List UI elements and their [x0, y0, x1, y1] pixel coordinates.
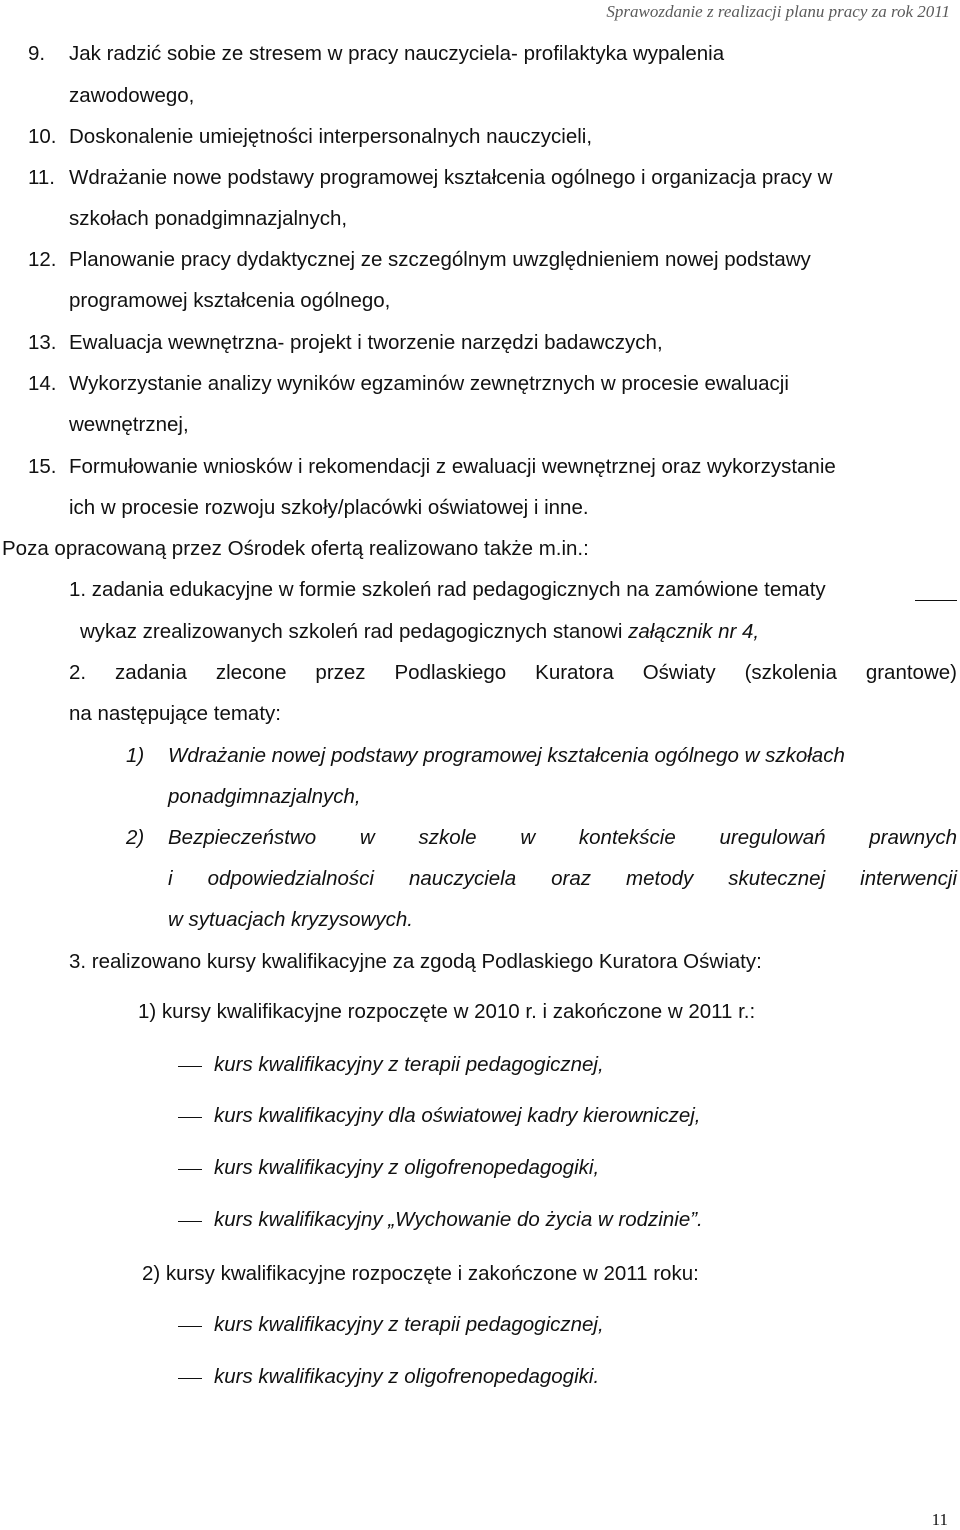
- topic-number: 14.: [28, 372, 57, 395]
- course-item: kurs kwalifikacyjny z oligofrenopedagogiki.: [214, 1365, 600, 1388]
- grant-topic: Bezpieczeństwo w szkole w kontekście uregulowań prawnych: [168, 826, 957, 849]
- course-item: kurs kwalifikacyjny z terapii pedagogicznej,: [214, 1313, 604, 1336]
- topic-text: szkołach ponadgimnazjalnych,: [69, 207, 348, 230]
- topic-text: Wdrażanie nowe podstawy programowej kształcenia ogólnego i organizacja pracy w: [69, 166, 833, 189]
- topic-text: Planowanie pracy dydaktycznej ze szczególnym uwzględnieniem nowej podstawy: [69, 248, 811, 271]
- topic-number: 11.: [28, 166, 55, 189]
- intro-paragraph: Poza opracowaną przez Ośrodek ofertą realizowano także m.in.:: [2, 537, 589, 560]
- dash-mark: [915, 600, 957, 601]
- item-2-text: 2. zadania zlecone przez Podlaskiego Kuratora Oświaty (szkolenia grantowe): [69, 661, 957, 684]
- grant-topic: i odpowiedzialności nauczyciela oraz metody skutecznej interwencji: [168, 867, 957, 890]
- course-group-title: 2) kursy kwalifikacyjne rozpoczęte i zakończone w 2011 roku:: [142, 1262, 699, 1285]
- item-1-continuation-text: wykaz zrealizowanych szkoleń rad pedagogicznych stanowi: [80, 620, 629, 643]
- course-item: kurs kwalifikacyjny z terapii pedagogicznej,: [214, 1053, 604, 1076]
- item-3-text: 3. realizowano kursy kwalifikacyjne za zgodą Podlaskiego Kuratora Oświaty:: [69, 950, 762, 973]
- topic-number: 9.: [28, 42, 46, 65]
- grant-topic: Wdrażanie nowej podstawy programowej kształcenia ogólnego w szkołach: [168, 744, 845, 767]
- course-item: kurs kwalifikacyjny dla oświatowej kadry kierowniczej,: [214, 1104, 701, 1127]
- dash-mark: [178, 1378, 202, 1379]
- topic-text: ich w procesie rozwoju szkoły/placówki oświatowej i inne.: [69, 496, 589, 519]
- topic-text: Ewaluacja wewnętrzna- projekt i tworzenie narzędzi badawczych,: [69, 331, 663, 354]
- subitem-number: 2): [126, 826, 145, 849]
- subitem-number: 1): [126, 744, 145, 767]
- dash-mark: [178, 1169, 202, 1170]
- topic-number: 12.: [28, 248, 57, 271]
- item-1-continuation: [80, 620, 759, 644]
- dash-mark: [178, 1117, 202, 1118]
- course-item: kurs kwalifikacyjny „Wychowanie do życia w rodzinie”.: [214, 1208, 703, 1231]
- topic-text: Formułowanie wniosków i rekomendacji z ewaluacji wewnętrznej oraz wykorzystanie: [69, 455, 836, 478]
- course-item: kurs kwalifikacyjny z oligofrenopedagogiki,: [214, 1156, 600, 1179]
- grant-topic: ponadgimnazjalnych,: [168, 785, 361, 808]
- topic-number: 13.: [28, 331, 57, 354]
- attachment-reference: załącznik nr 4,: [628, 620, 760, 643]
- topic-number: 10.: [28, 125, 57, 148]
- topic-text: programowej kształcenia ogólnego,: [69, 289, 391, 312]
- topic-text: zawodowego,: [69, 84, 195, 107]
- course-group-title: 1) kursy kwalifikacyjne rozpoczęte w 2010 r. i zakończone w 2011 r.:: [138, 1000, 756, 1023]
- item-2-text: na następujące tematy:: [69, 702, 281, 725]
- page-number: 11: [931, 1510, 948, 1529]
- item-1-text: 1. zadania edukacyjne w formie szkoleń rad pedagogicznych na zamówione tematy: [69, 578, 826, 601]
- topic-text: wewnętrznej,: [69, 413, 189, 436]
- grant-topic: w sytuacjach kryzysowych.: [168, 908, 413, 931]
- running-header: Sprawozdanie z realizacji planu pracy za rok 2011: [606, 2, 950, 21]
- topic-text: Jak radzić sobie ze stresem w pracy nauczyciela- profilaktyka wypalenia: [69, 42, 725, 65]
- dash-mark: [178, 1066, 202, 1067]
- topic-text: Doskonalenie umiejętności interpersonalnych nauczycieli,: [69, 125, 593, 148]
- topic-number: 15.: [28, 455, 57, 478]
- dash-mark: [178, 1326, 202, 1327]
- topic-text: Wykorzystanie analizy wyników egzaminów zewnętrznych w procesie ewaluacji: [69, 372, 789, 395]
- dash-mark: [178, 1221, 202, 1222]
